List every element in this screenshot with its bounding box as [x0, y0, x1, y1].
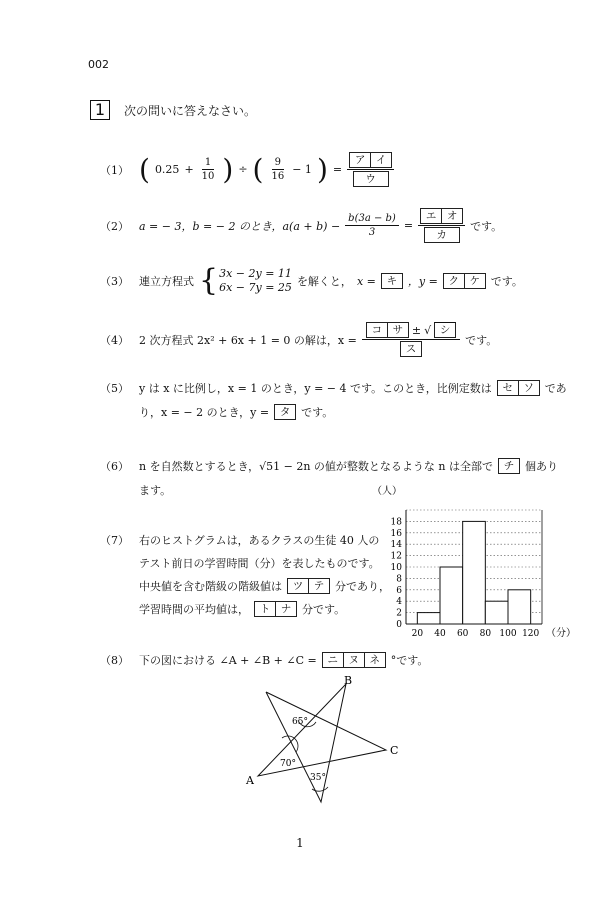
y-tick-label: 8	[396, 574, 402, 585]
angle-65: 65°	[292, 717, 308, 727]
q4-text: 2 次方程式 2x² + 6x + 1 = 0 の解は，x =	[139, 333, 357, 347]
q3-system	[219, 267, 292, 295]
q1-label: （1）	[100, 163, 129, 177]
q7-text: 右のヒストグラムは，あるクラスの生徒 40 人の	[139, 534, 380, 547]
y-tick-label: 12	[390, 551, 402, 562]
q1-term: 0.25	[154, 163, 180, 176]
q3-eq2: 6x − 7y = 25	[219, 281, 292, 294]
section-title: 次の問いに答えなさい。	[124, 104, 257, 118]
y-tick-label: 0	[396, 620, 402, 630]
x-axis-label: （分）	[546, 628, 576, 639]
x-tick-label: 40	[434, 629, 446, 639]
answer-box[interactable]: ク	[443, 273, 465, 289]
y-tick-label: 16	[390, 528, 402, 539]
q7-label: （7）	[100, 534, 129, 547]
q4-label: （4）	[100, 333, 129, 347]
star-outline	[258, 684, 386, 802]
y-tick-label: 2	[396, 608, 402, 619]
x-tick-label: 60	[456, 629, 469, 639]
q3-eq1: 3x − 2y = 11	[219, 267, 292, 280]
q1-answer	[347, 152, 394, 187]
answer-box[interactable]: タ	[274, 404, 296, 420]
x-tick-label: 120	[522, 629, 540, 639]
answer-box[interactable]: シ	[434, 322, 456, 338]
histogram-bar	[417, 613, 440, 624]
q3-text: 連立方程式	[139, 275, 194, 288]
q5-label: （5）	[100, 382, 129, 395]
page-number: 1	[296, 836, 304, 850]
answer-box[interactable]: オ	[442, 208, 463, 224]
answer-box[interactable]: ウ	[353, 171, 389, 187]
answer-box[interactable]: ソ	[519, 380, 540, 396]
q2-frac: $\frac{b(3a - b)}{3}$	[345, 212, 399, 239]
answer-box[interactable]: ス	[400, 341, 422, 357]
answer-box[interactable]: チ	[498, 458, 520, 474]
question-6: （6） n を自然数とするとき，√51 − 2n の値が整数となるような n は全部で チ 個あり ます。	[100, 460, 559, 497]
histogram-chart	[370, 484, 576, 644]
q1-frac1: $\frac{1}{10}$	[201, 157, 215, 182]
y-axis-label: （人）	[372, 486, 402, 497]
x-tick-label: 100	[499, 629, 517, 639]
answer-box[interactable]: ケ	[465, 273, 486, 289]
label-b: B	[344, 674, 353, 687]
answer-box[interactable]: ヌ	[344, 652, 365, 668]
histogram-bar	[440, 567, 463, 624]
page-id: 002	[88, 58, 109, 71]
answer-box[interactable]: エ	[420, 208, 442, 224]
histogram-bar	[463, 521, 486, 624]
answer-box[interactable]: ト	[254, 601, 276, 617]
question-2: （2） a = − 3，b = − 2 のとき，a(a + b) − $\frac{b(3a - b)}{3}$ = エ オ カ です。	[100, 210, 503, 241]
q3-label: （3）	[100, 275, 129, 288]
q5-text: y は x に比例し，x = 1 のとき，y = − 4 です。このとき，比例定数は	[139, 382, 492, 395]
y-tick-label: 18	[390, 517, 402, 528]
y-tick-label: 14	[390, 540, 402, 551]
angle-70: 70°	[280, 759, 296, 769]
answer-box[interactable]: サ	[388, 322, 409, 338]
question-4: （4） 2 次方程式 2x² + 6x + 1 = 0 の解は，x = コ サ ± √ シ ス です。	[100, 323, 498, 355]
histogram-bar	[485, 601, 508, 624]
answer-box[interactable]: テ	[309, 578, 330, 594]
q6-text: n を自然数とするとき，√51 − 2n の値が整数となるような n は全部で	[139, 460, 494, 473]
label-a: A	[246, 774, 254, 787]
q8-label: （8）	[100, 654, 129, 667]
answer-box[interactable]: ナ	[276, 601, 297, 617]
question-7: （7） 右のヒストグラムは，あるクラスの生徒 40 人の テスト前日の学習時間（分）を表したものです。 中央値を含む階級の階級値は ツ テ 分であり， 学習時間の平均値は， ト ナ 分です。	[100, 534, 390, 616]
label-c: C	[390, 744, 399, 757]
q2-text: a = − 3，b = − 2 のとき，a(a + b) −	[139, 219, 341, 233]
angle-arc-70	[282, 736, 298, 752]
question-1: （1） ( 0.25 + $\frac{1}{10}$ ) ÷ ( $\frac{9}{16}$ − 1 ) = ア イ ウ	[100, 152, 394, 187]
y-tick-label: 10	[390, 563, 402, 573]
answer-box[interactable]: イ	[371, 152, 392, 168]
x-tick-label: 20	[411, 629, 424, 639]
histogram-bar	[508, 590, 531, 624]
q2-answer	[418, 208, 465, 243]
section-number: 1	[90, 100, 110, 120]
answer-box[interactable]: コ	[366, 322, 388, 338]
answer-box[interactable]: ニ	[322, 652, 344, 668]
question-8: （8） 下の図における ∠A + ∠B + ∠C = ニ ヌ ネ °です。	[100, 654, 429, 667]
question-5: （5） y は x に比例し，x = 1 のとき，y = − 4 です。このとき，比例定数は セ ソ であ り，x = − 2 のとき，y = タ です。	[100, 382, 567, 419]
angle-35: 35°	[310, 773, 326, 783]
x-tick-label: 80	[479, 629, 492, 639]
q6-label: （6）	[100, 460, 129, 473]
answer-box[interactable]: カ	[424, 227, 460, 243]
y-tick-label: 4	[396, 597, 402, 608]
question-3: （3） 連立方程式 { 3x − 2y = 11 6x − 7y = 25 を解くと， x = キ ，y = ク ケ です。	[100, 263, 523, 298]
answer-box[interactable]: キ	[381, 273, 403, 289]
answer-box[interactable]: ネ	[365, 652, 386, 668]
answer-box[interactable]: ツ	[287, 578, 309, 594]
q4-answer: コ サ ± √ シ ス	[362, 322, 460, 357]
y-tick-label: 6	[396, 585, 402, 596]
sqrt-sign: √	[424, 323, 432, 337]
star-figure	[236, 672, 416, 812]
q1-frac2: $\frac{9}{16}$	[271, 157, 285, 182]
q8-text: 下の図における ∠A + ∠B + ∠C =	[139, 654, 317, 667]
answer-box[interactable]: セ	[497, 380, 519, 396]
answer-box[interactable]: ア	[349, 152, 371, 168]
q2-label: （2）	[100, 219, 129, 233]
